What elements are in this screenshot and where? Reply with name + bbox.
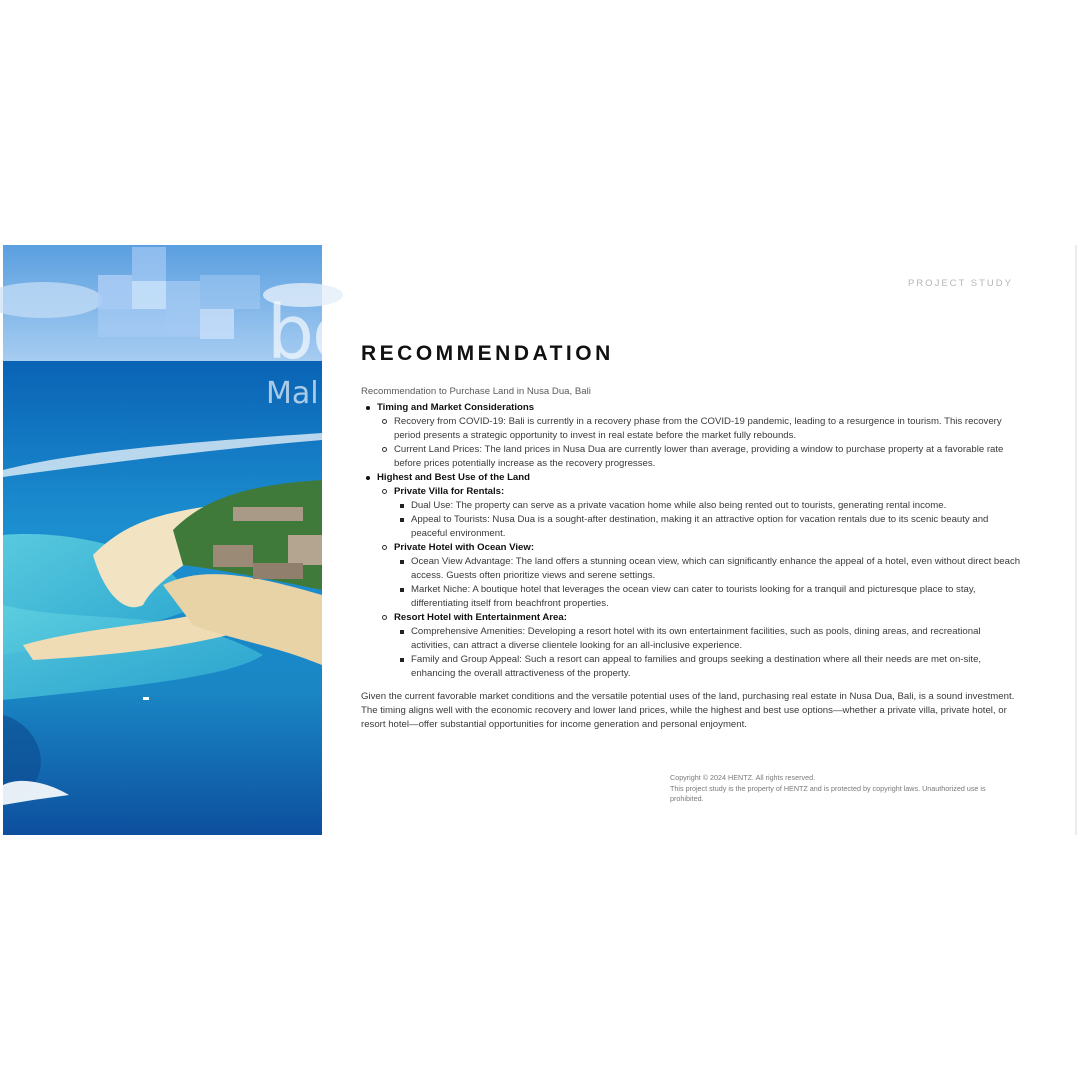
list-item — [361, 471, 1021, 681]
recommendation-content — [361, 385, 1021, 732]
overlay-location-text: Mal — [266, 376, 319, 411]
list-item: Dual Use: The property can serve as a private vacation home while also being rented out to tourists, generating rental income. — [394, 499, 1021, 513]
sub-list — [377, 485, 1021, 681]
list-item — [377, 611, 1021, 681]
main-list — [361, 401, 1021, 681]
list-item — [361, 401, 1021, 471]
list-item: Market Niche: A boutique hotel that leverages the ocean view can cater to tourists looking for a tranquil and picturesque place to stay, differentiating itself from beachfront properties. — [394, 583, 1021, 611]
overlay-brand-text: bo — [267, 290, 356, 376]
slide-edge — [1075, 245, 1077, 835]
subsection-heading: Resort Hotel with Entertainment Area: — [394, 612, 567, 623]
subsection-heading: Private Hotel with Ocean View: — [394, 542, 535, 553]
list-item: Family and Group Appeal: Such a resort can appeal to families and groups seeking a destination where all their needs are met on-site, enhancing the overall attractiveness of the property. — [394, 653, 1021, 681]
page-title: RECOMMENDATION — [361, 342, 614, 365]
subsection-heading: Private Villa for Rentals: — [394, 486, 505, 497]
detail-list — [394, 499, 1021, 541]
copyright-line: Copyright © 2024 HENTZ. All rights reserved. — [670, 773, 816, 782]
detail-list — [394, 625, 1021, 681]
slide — [3, 245, 1077, 835]
list-item: Ocean View Advantage: The land offers a stunning ocean view, which can significantly enhance the appeal of a hotel, even without direct beach access. Guests often prioritize views and serene settings. — [394, 555, 1021, 583]
section-heading: Timing and Market Considerations — [377, 402, 535, 413]
list-item: Comprehensive Amenities: Developing a resort hotel with its own entertainment facilities, such as pools, dining areas, and recreational activities, can attract a diverse clientele looking for an all-inclusive experience. — [394, 625, 1021, 653]
section-heading: Highest and Best Use of the Land — [377, 472, 530, 483]
list-item — [377, 485, 1021, 541]
list-item — [377, 541, 1021, 611]
list-item: Recovery from COVID-19: Bali is currently in a recovery phase from the COVID-19 pandemic, leading to a resurgence in tourism. This recovery period presents a strategic opportunity to invest in real estate before the market fully rebounds. — [377, 415, 1021, 443]
copyright-notice — [670, 773, 1020, 805]
subtitle: Recommendation to Purchase Land in Nusa Dua, Bali — [361, 386, 591, 397]
list-item: Appeal to Tourists: Nusa Dua is a sought-after destination, making it an attractive option for vacation rentals due to its scenic beauty and peaceful environment. — [394, 513, 1021, 541]
sub-list — [377, 415, 1021, 471]
aerial-beach-photo — [3, 245, 356, 835]
detail-list — [394, 555, 1021, 611]
project-study-label: PROJECT STUDY — [907, 278, 1013, 289]
conclusion-paragraph: Given the current favorable market conditions and the versatile potential uses of the land, purchasing real estate in Nusa Dua, Bali, is a sound investment. The timing aligns well with the economic recovery and lower land prices, while the highest and best use options—whether a private villa, private hotel, or resort hotel—offer substantial opportunities for income generation and personal enjoyment. — [361, 691, 1015, 730]
copyright-disclaimer: This project study is the property of HENTZ and is protected by copyright laws. Unauthorized use is prohibited. — [670, 783, 986, 803]
list-item: Current Land Prices: The land prices in Nusa Dua are currently lower than average, providing a window to purchase property at a favorable rate before prices potentially increase as the recovery progresses. — [377, 443, 1021, 471]
